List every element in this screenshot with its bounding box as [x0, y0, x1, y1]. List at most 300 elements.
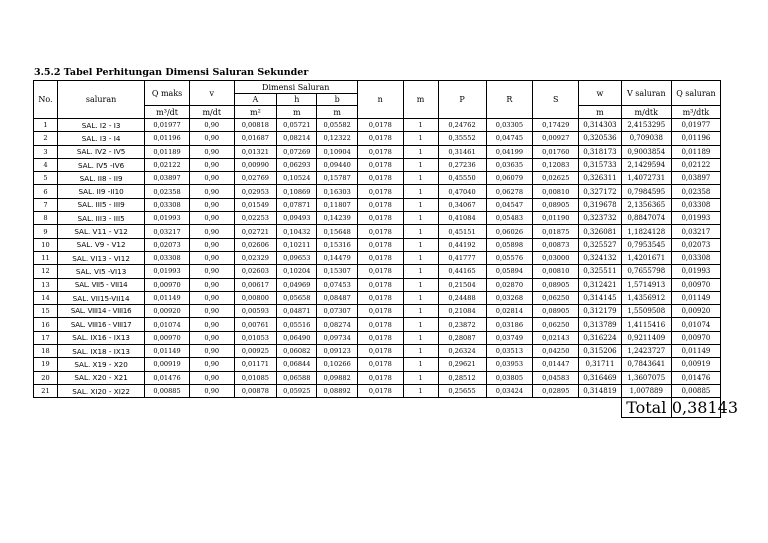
- header-r: R: [486, 81, 533, 119]
- cell-a: 0,02721: [234, 225, 277, 238]
- cell-saluran: SAL. VI5 -VI13: [57, 265, 144, 278]
- header-p: P: [438, 81, 486, 119]
- cell-v: 0,90: [189, 345, 234, 358]
- cell-saluran: SAL. I2 - I3: [57, 119, 144, 132]
- cell-h: 0,07871: [277, 198, 317, 211]
- cell-p: 0,25655: [438, 384, 486, 397]
- unit-h: m: [277, 106, 317, 119]
- cell-r: 0,03805: [486, 371, 533, 384]
- cell-v: 0,90: [189, 331, 234, 344]
- cell-no: 6: [34, 185, 58, 198]
- total-label: Total: [621, 398, 671, 418]
- cell-q-saluran: 0,00920: [671, 305, 720, 318]
- cell-a: 0,01687: [234, 132, 277, 145]
- cell-p: 0,23872: [438, 318, 486, 331]
- cell-h: 0,06588: [277, 371, 317, 384]
- cell-h: 0,08214: [277, 132, 317, 145]
- cell-a: 0,01321: [234, 145, 277, 158]
- unit-q-maks: m³/dt: [145, 106, 190, 119]
- table-row: [34, 225, 721, 238]
- table-row: [34, 331, 721, 344]
- cell-v: 0,90: [189, 198, 234, 211]
- cell-p: 0,21504: [438, 278, 486, 291]
- cell-h: 0,09493: [277, 212, 317, 225]
- cell-saluran: SAL. XI20 - XI22: [57, 384, 144, 397]
- header-q-saluran: Q saluran: [671, 81, 720, 106]
- cell-m: 1: [403, 371, 438, 384]
- cell-q-saluran: 0,00970: [671, 331, 720, 344]
- cell-r: 0,04199: [486, 145, 533, 158]
- table-row: [34, 172, 721, 185]
- cell-no: 10: [34, 238, 58, 251]
- cell-saluran: SAL. V11 - V12: [57, 225, 144, 238]
- cell-a: 0,00761: [234, 318, 277, 331]
- cell-no: 5: [34, 172, 58, 185]
- cell-v-saluran: 1,3607075: [621, 371, 671, 384]
- cell-v: 0,90: [189, 172, 234, 185]
- cell-b: 0,07453: [317, 278, 357, 291]
- cell-no: 1: [34, 119, 58, 132]
- cell-q-maks: 0,02358: [145, 185, 190, 198]
- table-row: [34, 305, 721, 318]
- cell-v-saluran: 2,4153295: [621, 119, 671, 132]
- cell-saluran: SAL. II8 - II9: [57, 172, 144, 185]
- cell-m: 1: [403, 358, 438, 371]
- cell-n: 0,0178: [357, 172, 403, 185]
- cell-saluran: SAL. VIII16 - VIII17: [57, 318, 144, 331]
- cell-s: 0,08905: [533, 305, 579, 318]
- cell-v: 0,90: [189, 358, 234, 371]
- cell-v-saluran: 0,7953545: [621, 238, 671, 251]
- cell-v: 0,90: [189, 185, 234, 198]
- cell-h: 0,05658: [277, 291, 317, 304]
- cell-saluran: SAL. IX16 - IX13: [57, 331, 144, 344]
- cell-v-saluran: 0,7655798: [621, 265, 671, 278]
- cell-a: 0,01085: [234, 371, 277, 384]
- cell-s: 0,04583: [533, 371, 579, 384]
- cell-h: 0,10211: [277, 238, 317, 251]
- cell-q-saluran: 0,03308: [671, 251, 720, 264]
- cell-a: 0,00617: [234, 278, 277, 291]
- cell-a: 0,00925: [234, 345, 277, 358]
- cell-n: 0,0178: [357, 158, 403, 171]
- cell-saluran: SAL. V9 - V12: [57, 238, 144, 251]
- cell-a: 0,02329: [234, 251, 277, 264]
- cell-r: 0,03953: [486, 358, 533, 371]
- cell-p: 0,41084: [438, 212, 486, 225]
- cell-b: 0,10266: [317, 358, 357, 371]
- cell-p: 0,45151: [438, 225, 486, 238]
- cell-p: 0,47040: [438, 185, 486, 198]
- cell-q-maks: 0,01977: [145, 119, 190, 132]
- table-row: [34, 384, 721, 397]
- cell-v: 0,90: [189, 384, 234, 397]
- cell-p: 0,24762: [438, 119, 486, 132]
- cell-n: 0,0178: [357, 238, 403, 251]
- table-row: [34, 291, 721, 304]
- cell-m: 1: [403, 345, 438, 358]
- header-a: A: [234, 94, 277, 106]
- cell-a: 0,02769: [234, 172, 277, 185]
- cell-m: 1: [403, 158, 438, 171]
- cell-saluran: SAL. III5 - III9: [57, 198, 144, 211]
- header-n: n: [357, 81, 403, 119]
- cell-r: 0,03186: [486, 318, 533, 331]
- cell-v-saluran: 2,1429594: [621, 158, 671, 171]
- header-b: b: [317, 94, 357, 106]
- table-row: [34, 198, 721, 211]
- cell-m: 1: [403, 145, 438, 158]
- cell-h: 0,07269: [277, 145, 317, 158]
- cell-no: 12: [34, 265, 58, 278]
- cell-v: 0,90: [189, 305, 234, 318]
- cell-b: 0,15648: [317, 225, 357, 238]
- cell-q-maks: 0,01189: [145, 145, 190, 158]
- header-dimensi-saluran: Dimensi Saluran: [234, 81, 357, 94]
- cell-q-saluran: 0,03897: [671, 172, 720, 185]
- cell-n: 0,0178: [357, 132, 403, 145]
- cell-w: 0,326311: [579, 172, 622, 185]
- cell-m: 1: [403, 291, 438, 304]
- cell-m: 1: [403, 185, 438, 198]
- table-row: [34, 345, 721, 358]
- cell-w: 0,324132: [579, 251, 622, 264]
- cell-q-saluran: 0,01196: [671, 132, 720, 145]
- cell-q-maks: 0,03217: [145, 225, 190, 238]
- cell-n: 0,0178: [357, 212, 403, 225]
- cell-saluran: SAL. I3 - I4: [57, 132, 144, 145]
- cell-a: 0,02606: [234, 238, 277, 251]
- unit-a: m²: [234, 106, 277, 119]
- cell-s: 0,04250: [533, 345, 579, 358]
- cell-s: 0,06250: [533, 318, 579, 331]
- table-row: [34, 265, 721, 278]
- cell-v-saluran: 2,1356365: [621, 198, 671, 211]
- cell-n: 0,0178: [357, 265, 403, 278]
- cell-v: 0,90: [189, 251, 234, 264]
- cell-q-maks: 0,00920: [145, 305, 190, 318]
- cell-no: 20: [34, 371, 58, 384]
- cell-b: 0,15787: [317, 172, 357, 185]
- cell-v: 0,90: [189, 212, 234, 225]
- cell-w: 0,312421: [579, 278, 622, 291]
- cell-saluran: SAL. X20 - X21: [57, 371, 144, 384]
- cell-h: 0,06293: [277, 158, 317, 171]
- cell-a: 0,01053: [234, 331, 277, 344]
- cell-n: 0,0178: [357, 305, 403, 318]
- cell-p: 0,45550: [438, 172, 486, 185]
- cell-p: 0,34067: [438, 198, 486, 211]
- cell-v: 0,90: [189, 225, 234, 238]
- cell-v: 0,90: [189, 145, 234, 158]
- cell-m: 1: [403, 265, 438, 278]
- cell-w: 0,313789: [579, 318, 622, 331]
- cell-r: 0,06079: [486, 172, 533, 185]
- cell-q-saluran: 0,01149: [671, 345, 720, 358]
- cell-r: 0,03635: [486, 158, 533, 171]
- cell-w: 0,316469: [579, 371, 622, 384]
- cell-a: 0,02953: [234, 185, 277, 198]
- cell-s: 0,00927: [533, 132, 579, 145]
- cell-h: 0,10432: [277, 225, 317, 238]
- cell-a: 0,00593: [234, 305, 277, 318]
- unit-b: m: [317, 106, 357, 119]
- cell-no: 3: [34, 145, 58, 158]
- cell-a: 0,02253: [234, 212, 277, 225]
- cell-w: 0,31711: [579, 358, 622, 371]
- cell-p: 0,26324: [438, 345, 486, 358]
- table-row: [34, 278, 721, 291]
- cell-v: 0,90: [189, 238, 234, 251]
- cell-h: 0,10524: [277, 172, 317, 185]
- header-q-maks: Q maks: [145, 81, 190, 106]
- calculation-table: [33, 80, 739, 418]
- cell-q-saluran: 0,01149: [671, 291, 720, 304]
- cell-w: 0,325511: [579, 265, 622, 278]
- cell-saluran: SAL. VI13 - VI12: [57, 251, 144, 264]
- cell-v-saluran: 0,9003854: [621, 145, 671, 158]
- table-header: [34, 81, 721, 119]
- cell-q-saluran: 0,00970: [671, 278, 720, 291]
- cell-no: 8: [34, 212, 58, 225]
- cell-n: 0,0178: [357, 371, 403, 384]
- total-value: 0,38143: [671, 398, 739, 418]
- cell-q-maks: 0,01196: [145, 132, 190, 145]
- table-row: [34, 318, 721, 331]
- cell-saluran: SAL. VII15-VII14: [57, 291, 144, 304]
- cell-b: 0,09734: [317, 331, 357, 344]
- cell-no: 11: [34, 251, 58, 264]
- cell-n: 0,0178: [357, 318, 403, 331]
- cell-r: 0,05576: [486, 251, 533, 264]
- cell-q-saluran: 0,03217: [671, 225, 720, 238]
- cell-w: 0,326081: [579, 225, 622, 238]
- cell-w: 0,327172: [579, 185, 622, 198]
- cell-r: 0,03749: [486, 331, 533, 344]
- header-s: S: [533, 81, 579, 119]
- cell-q-saluran: 0,01977: [671, 119, 720, 132]
- cell-a: 0,00800: [234, 291, 277, 304]
- cell-h: 0,05925: [277, 384, 317, 397]
- unit-v-saluran: m/dtk: [621, 106, 671, 119]
- cell-m: 1: [403, 198, 438, 211]
- cell-w: 0,314145: [579, 291, 622, 304]
- cell-s: 0,08905: [533, 198, 579, 211]
- cell-q-maks: 0,01149: [145, 345, 190, 358]
- cell-saluran: SAL. VIII14 - VIII16: [57, 305, 144, 318]
- cell-no: 18: [34, 345, 58, 358]
- cell-n: 0,0178: [357, 358, 403, 371]
- cell-p: 0,21084: [438, 305, 486, 318]
- cell-n: 0,0178: [357, 198, 403, 211]
- table-row: [34, 119, 721, 132]
- cell-no: 9: [34, 225, 58, 238]
- cell-m: 1: [403, 212, 438, 225]
- cell-q-saluran: 0,02358: [671, 185, 720, 198]
- cell-q-saluran: 0,02073: [671, 238, 720, 251]
- cell-q-saluran: 0,01074: [671, 318, 720, 331]
- cell-v-saluran: 0,7984595: [621, 185, 671, 198]
- cell-v: 0,90: [189, 291, 234, 304]
- cell-p: 0,41777: [438, 251, 486, 264]
- cell-v-saluran: 1,4201671: [621, 251, 671, 264]
- cell-b: 0,09882: [317, 371, 357, 384]
- cell-n: 0,0178: [357, 225, 403, 238]
- cell-m: 1: [403, 251, 438, 264]
- cell-q-maks: 0,02073: [145, 238, 190, 251]
- cell-n: 0,0178: [357, 251, 403, 264]
- cell-p: 0,44165: [438, 265, 486, 278]
- cell-w: 0,320536: [579, 132, 622, 145]
- cell-saluran: SAL. II9 -II10: [57, 185, 144, 198]
- cell-n: 0,0178: [357, 278, 403, 291]
- cell-b: 0,07307: [317, 305, 357, 318]
- cell-q-saluran: 0,01993: [671, 212, 720, 225]
- cell-h: 0,04969: [277, 278, 317, 291]
- cell-m: 1: [403, 305, 438, 318]
- cell-v-saluran: 1,1824128: [621, 225, 671, 238]
- cell-h: 0,06082: [277, 345, 317, 358]
- cell-b: 0,15316: [317, 238, 357, 251]
- cell-no: 15: [34, 305, 58, 318]
- cell-m: 1: [403, 132, 438, 145]
- cell-v: 0,90: [189, 265, 234, 278]
- cell-b: 0,08487: [317, 291, 357, 304]
- cell-a: 0,00818: [234, 119, 277, 132]
- table-row: [34, 145, 721, 158]
- document-title: 3.5.2 Tabel Perhitungan Dimensi Saluran Sekunder: [34, 67, 309, 78]
- cell-s: 0,17429: [533, 119, 579, 132]
- cell-p: 0,24488: [438, 291, 486, 304]
- cell-w: 0,325527: [579, 238, 622, 251]
- total-row: [34, 398, 721, 418]
- cell-q-maks: 0,01074: [145, 318, 190, 331]
- cell-m: 1: [403, 225, 438, 238]
- cell-r: 0,05483: [486, 212, 533, 225]
- cell-r: 0,03513: [486, 345, 533, 358]
- cell-no: 13: [34, 278, 58, 291]
- table-row: [34, 238, 721, 251]
- cell-h: 0,09653: [277, 251, 317, 264]
- cell-w: 0,315206: [579, 345, 622, 358]
- cell-n: 0,0178: [357, 185, 403, 198]
- cell-q-maks: 0,01993: [145, 265, 190, 278]
- cell-m: 1: [403, 331, 438, 344]
- cell-q-saluran: 0,01476: [671, 371, 720, 384]
- cell-q-maks: 0,01476: [145, 371, 190, 384]
- cell-v: 0,90: [189, 318, 234, 331]
- cell-s: 0,00810: [533, 185, 579, 198]
- table-row: [34, 371, 721, 384]
- cell-b: 0,09440: [317, 158, 357, 171]
- cell-m: 1: [403, 119, 438, 132]
- header-h: h: [277, 94, 317, 106]
- cell-s: 0,02625: [533, 172, 579, 185]
- cell-no: 7: [34, 198, 58, 211]
- cell-r: 0,02870: [486, 278, 533, 291]
- table-row: [34, 251, 721, 264]
- cell-a: 0,01171: [234, 358, 277, 371]
- cell-w: 0,318173: [579, 145, 622, 158]
- cell-b: 0,09123: [317, 345, 357, 358]
- table-row: [34, 158, 721, 171]
- cell-a: 0,00878: [234, 384, 277, 397]
- cell-v-saluran: 1,007889: [621, 384, 671, 397]
- cell-a: 0,02603: [234, 265, 277, 278]
- cell-q-saluran: 0,02122: [671, 158, 720, 171]
- cell-h: 0,06844: [277, 358, 317, 371]
- cell-q-maks: 0,01993: [145, 212, 190, 225]
- header-w: w: [579, 81, 622, 106]
- cell-q-maks: 0,01149: [145, 291, 190, 304]
- cell-q-maks: 0,03308: [145, 251, 190, 264]
- cell-no: 2: [34, 132, 58, 145]
- cell-q-maks: 0,00885: [145, 384, 190, 397]
- cell-h: 0,04871: [277, 305, 317, 318]
- cell-v-saluran: 1,2423727: [621, 345, 671, 358]
- cell-v-saluran: 1,4072731: [621, 172, 671, 185]
- cell-r: 0,06026: [486, 225, 533, 238]
- cell-r: 0,04547: [486, 198, 533, 211]
- cell-v-saluran: 0,8847074: [621, 212, 671, 225]
- cell-h: 0,05516: [277, 318, 317, 331]
- cell-v-saluran: 0,7843641: [621, 358, 671, 371]
- cell-saluran: SAL. IV5 -IV6: [57, 158, 144, 171]
- table-row: [34, 358, 721, 371]
- cell-n: 0,0178: [357, 119, 403, 132]
- cell-r: 0,04745: [486, 132, 533, 145]
- cell-p: 0,35552: [438, 132, 486, 145]
- unit-w: m: [579, 106, 622, 119]
- cell-q-maks: 0,02122: [145, 158, 190, 171]
- cell-p: 0,44192: [438, 238, 486, 251]
- cell-r: 0,05894: [486, 265, 533, 278]
- cell-no: 21: [34, 384, 58, 397]
- cell-m: 1: [403, 172, 438, 185]
- cell-m: 1: [403, 318, 438, 331]
- cell-b: 0,15307: [317, 265, 357, 278]
- cell-w: 0,312179: [579, 305, 622, 318]
- cell-q-maks: 0,00919: [145, 358, 190, 371]
- cell-r: 0,03268: [486, 291, 533, 304]
- table-row: [34, 212, 721, 225]
- cell-r: 0,05898: [486, 238, 533, 251]
- cell-b: 0,16303: [317, 185, 357, 198]
- cell-s: 0,06250: [533, 291, 579, 304]
- cell-q-saluran: 0,00919: [671, 358, 720, 371]
- cell-v-saluran: 1,4356912: [621, 291, 671, 304]
- unit-q-saluran: m³/dtk: [671, 106, 720, 119]
- cell-n: 0,0178: [357, 291, 403, 304]
- cell-v-saluran: 1,4115416: [621, 318, 671, 331]
- cell-p: 0,27236: [438, 158, 486, 171]
- cell-b: 0,14479: [317, 251, 357, 264]
- cell-r: 0,02814: [486, 305, 533, 318]
- cell-s: 0,02143: [533, 331, 579, 344]
- cell-v: 0,90: [189, 132, 234, 145]
- cell-n: 0,0178: [357, 345, 403, 358]
- cell-m: 1: [403, 278, 438, 291]
- cell-saluran: SAL. VII5 - VII14: [57, 278, 144, 291]
- cell-no: 17: [34, 331, 58, 344]
- cell-v-saluran: 1,5714913: [621, 278, 671, 291]
- cell-no: 14: [34, 291, 58, 304]
- cell-w: 0,314819: [579, 384, 622, 397]
- cell-b: 0,08274: [317, 318, 357, 331]
- cell-no: 16: [34, 318, 58, 331]
- total-spacer: [34, 398, 622, 418]
- cell-h: 0,10204: [277, 265, 317, 278]
